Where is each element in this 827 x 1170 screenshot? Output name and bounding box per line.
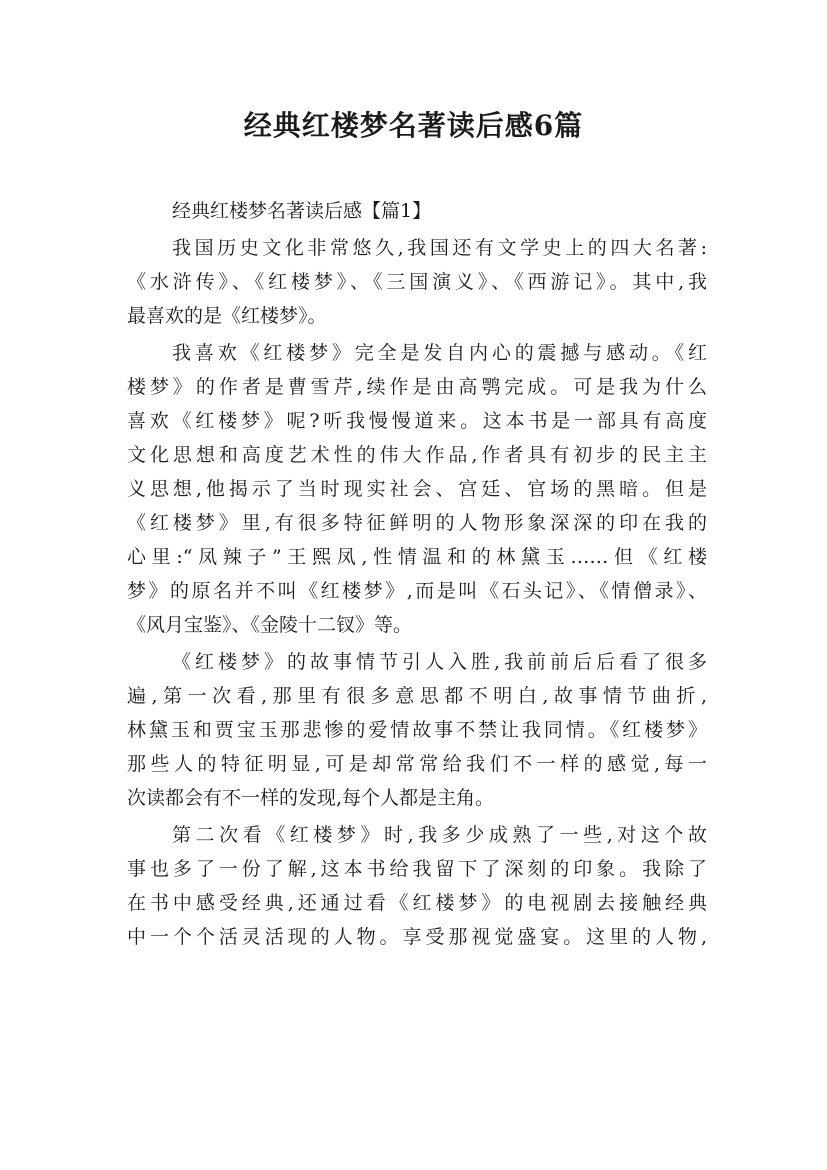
paragraph-line: 文化思想和高度艺术性的伟大作品,作者具有初步的民主主	[127, 444, 707, 466]
paragraph-line: 梦》的原名并不叫《红楼梦》,而是叫《石头记》、《情僧录》、	[127, 580, 707, 602]
paragraph-line: 《红楼梦》的故事情节引人入胜,我前前后后看了很多	[172, 651, 707, 673]
paragraph-line: 《红楼梦》里,有很多特征鲜明的人物形象深深的印在我的	[127, 512, 707, 534]
document-title: 经典红楼梦名著读后感6篇	[243, 109, 584, 142]
document-body	[127, 194, 707, 954]
paragraph-line: 次读都会有不一样的发现,每个人都是主角。	[127, 787, 495, 809]
section-heading: 经典红楼梦名著读后感【篇1】	[172, 200, 432, 222]
paragraph-line: 第二次看《红楼梦》时,我多少成熟了一些,对这个故	[172, 824, 707, 846]
paragraph-line: 楼梦》的作者是曹雪芹,续作是由高鹗完成。可是我为什么	[127, 376, 707, 398]
paragraph-line: 事也多了一份了解,这本书给我留下了深刻的印象。我除了	[127, 858, 707, 880]
paragraph-line: 喜欢《红楼梦》呢?听我慢慢道来。这本书是一部具有高度	[127, 410, 707, 432]
paragraph-line: 那些人的特征明显,可是却常常给我们不一样的感觉,每一	[127, 753, 707, 775]
paragraph-line: 中一个个活灵活现的人物。享受那视觉盛宴。这里的人物,	[127, 926, 707, 948]
paragraph-line: 遍,第一次看,那里有很多意思都不明白,故事情节曲折,	[127, 685, 707, 707]
paragraph-line: 在书中感受经典,还通过看《红楼梦》的电视剧去接触经典	[127, 892, 707, 914]
paragraph-line: 最喜欢的是《红楼梦》。	[127, 305, 327, 327]
paragraph-line: 心里:“凤辣子”王熙凤,性情温和的林黛玉……但《红楼	[127, 546, 707, 568]
paragraph-line: 《水浒传》、《红楼梦》、《三国演义》、《西游记》。其中,我	[127, 271, 707, 293]
paragraph-line: 义思想,他揭示了当时现实社会、宫廷、官场的黑暗。但是	[127, 478, 707, 500]
paragraph-line: 《风月宝鉴》、《金陵十二钗》等。	[127, 614, 413, 636]
paragraph-line: 我喜欢《红楼梦》完全是发自内心的震撼与感动。《红	[172, 342, 707, 364]
paragraph-line: 林黛玉和贾宝玉那悲惨的爱情故事不禁让我同情。《红楼梦》	[127, 719, 707, 741]
paragraph-line: 我国历史文化非常悠久,我国还有文学史上的四大名著:	[172, 237, 707, 259]
